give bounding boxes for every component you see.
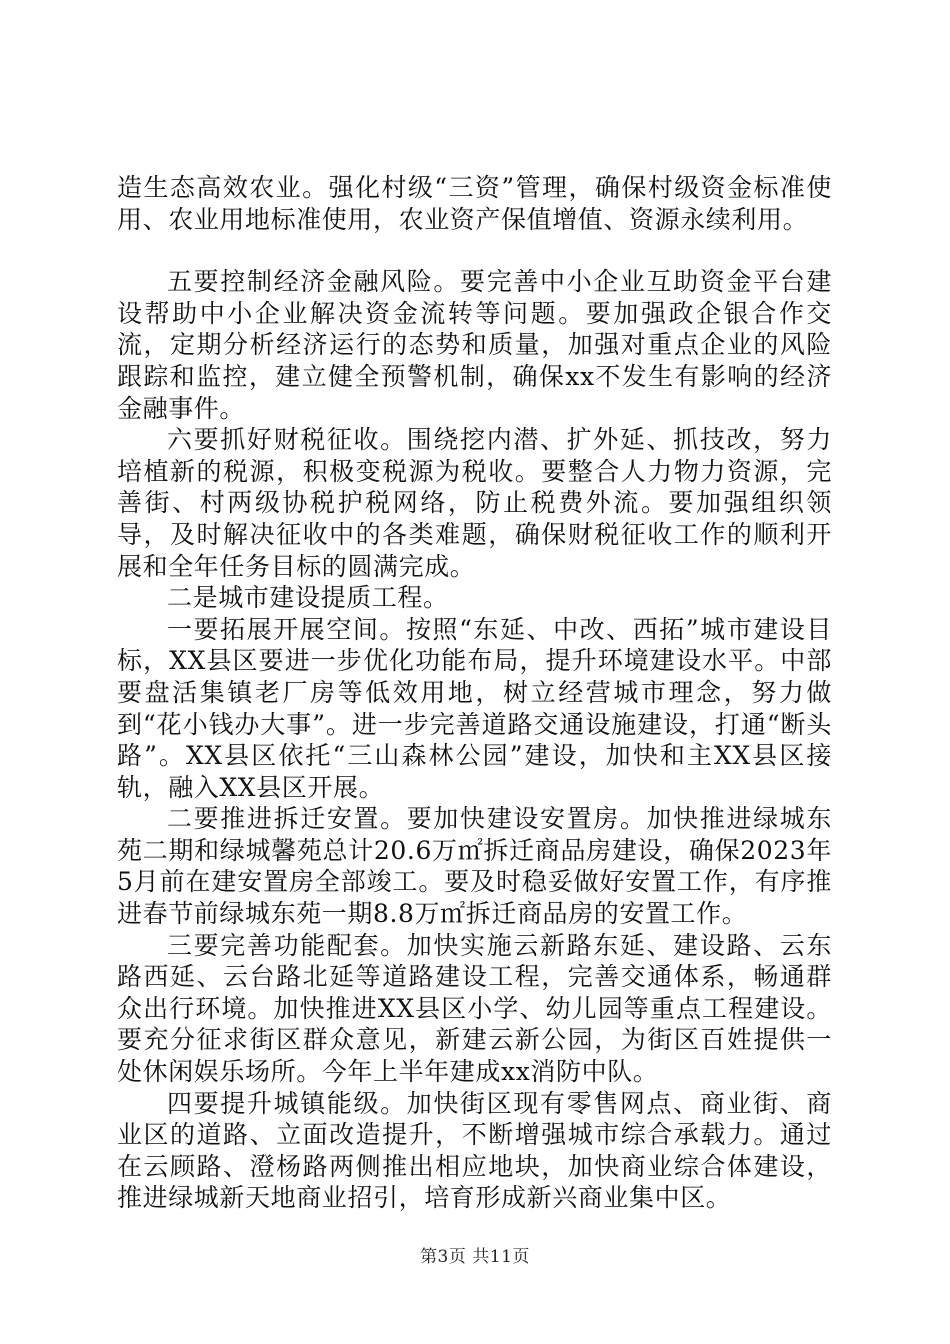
paragraph-tax-collection: 六要抓好财税征收。围绕挖内潜、扩外延、抓技改，努力培植新的税源，积极变税源为税收。要整合人力物力资源，完善街、村两级协税护税网络，防止税费外流。要加强组织领导，及时解决征收中的各类难题，确保财税征收工作的顺利开展和全年任务目标的圆满完成。 xyxy=(117,425,832,581)
paragraph-financial-risk: 五要控制经济金融风险。要完善中小企业互助资金平台建设帮助中小企业解决资金流转等问题。要加强政企银合作交流，定期分析经济运行的态势和质量，加强对重点企业的风险跟踪和监控，建立健全预警机制，确保xx不发生有影响的经济金融事件。 xyxy=(117,267,832,423)
paragraph-town-level: 四要提升城镇能级。加快街区现有零售网点、商业街、商业区的道路、立面改造提升，不断增强城市综合承载力。通过在云顾路、澄杨路两侧推出相应地块，加快商业综合体建设，推进绿城新天地商业招引，培育形成新兴商业集中区。 xyxy=(117,1088,832,1213)
paragraph-facilities: 三要完善功能配套。加快实施云新路东延、建设路、云东路西延、云台路北延等道路建设工程，完善交通体系，畅通群众出行环境。加快推进XX县区小学、幼儿园等重点工程建设。要充分征求街区群众意见，新建云新公园，为街区百姓提供一处休闲娱乐场所。今年上半年建成xx消防中队。 xyxy=(117,930,832,1087)
document-body xyxy=(117,172,832,1214)
paragraph-continuation: 造生态高效农业。强化村级“三资”管理，确保村级资金标准使用、农业用地标准使用，农业资产保值增值、资源永续利用。 xyxy=(117,173,832,234)
paragraph-gap xyxy=(117,235,832,266)
page-number-footer: 第3页 共11页 xyxy=(420,1247,530,1267)
paragraph-expand-space: 一要拓展开展空间。按照“东延、中改、西拓”城市建设目标，XX县区要进一步优化功能布局，提升环境建设水平。中部要盘活集镇老厂房等低效用地，树立经营城市理念，努力做到“花小钱办大事”。进一步完善道路交通设施建设，打通“断头路”。XX县区依托“三山森林公园”建设，加快和主XX县区接轨，融入XX县区开展。 xyxy=(117,614,832,802)
section-heading-urban-construction: 二是城市建设提质工程。 xyxy=(167,583,449,613)
paragraph-relocation: 二要推进拆迁安置。要加快建设安置房。加快推进绿城东苑二期和绿城馨苑总计20.6万㎡拆迁商品房建设，确保2023年5月前在建安置房全部竣工。要及时稳妥做好安置工作，有序推进春节前绿城东苑一期8.8万㎡拆迁商品房的安置工作。 xyxy=(117,804,832,929)
